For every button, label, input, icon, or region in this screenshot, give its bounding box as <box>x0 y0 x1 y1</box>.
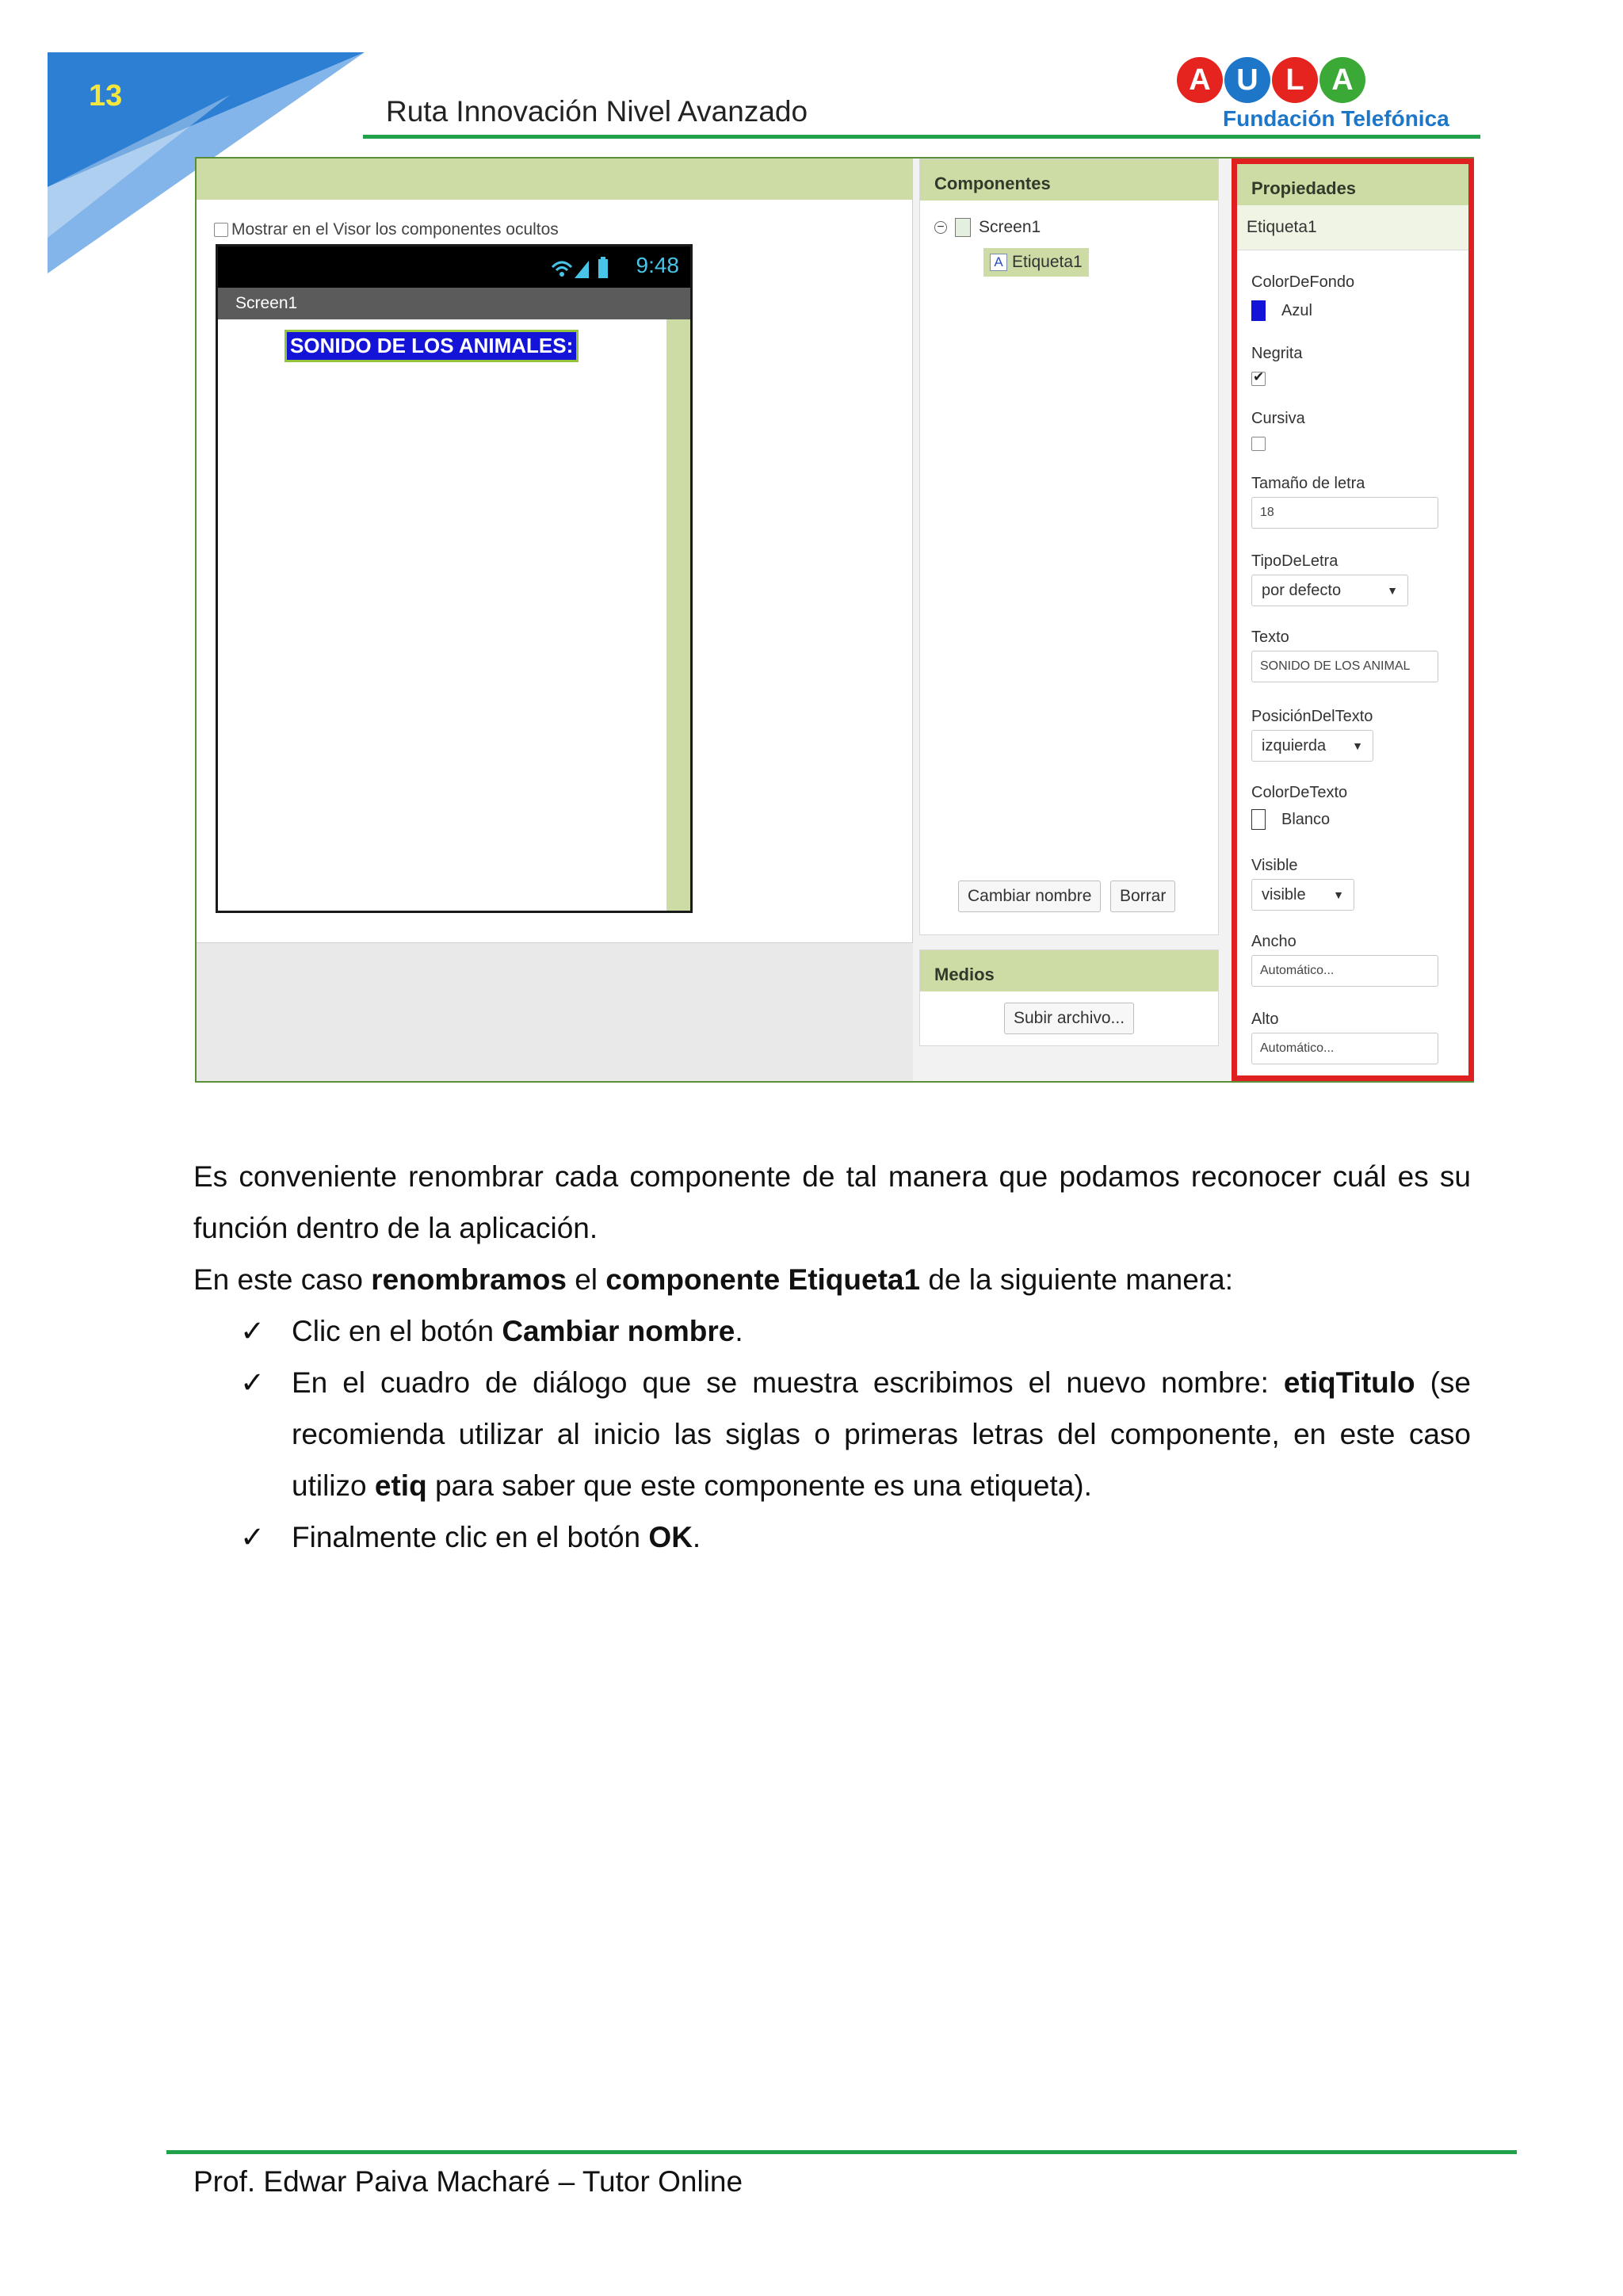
list-item <box>242 1511 1471 1563</box>
prop-fontsize-label: Tamaño de letra <box>1251 475 1365 492</box>
text: para saber que este componente es una etiqueta). <box>426 1469 1092 1502</box>
typeface-value: por defecto <box>1262 581 1342 599</box>
width-input[interactable]: Automático... <box>1251 955 1438 987</box>
components-panel <box>919 159 1219 935</box>
label-component-icon: A <box>990 254 1007 271</box>
text: . <box>692 1521 701 1553</box>
viewer-bottom-area <box>197 943 913 1081</box>
bold-text: OK <box>648 1521 693 1553</box>
phone-preview <box>216 244 693 913</box>
checkbox-icon[interactable] <box>214 223 228 237</box>
align-select[interactable] <box>1251 730 1373 762</box>
list-item-cont: recomienda utilizar al inicio las siglas o primeras letras del componente, en este caso <box>292 1418 1471 1450</box>
logo-letter: A <box>1177 57 1223 103</box>
collapse-icon[interactable]: − <box>934 221 947 234</box>
app-inventor-screenshot <box>195 157 1474 1083</box>
prop-textcolor-value[interactable]: Blanco <box>1281 811 1331 828</box>
bold-text: etiq <box>374 1469 427 1502</box>
align-value: izquierda <box>1262 736 1327 755</box>
textcolor-swatch[interactable] <box>1251 809 1266 830</box>
visible-value: visible <box>1262 885 1306 904</box>
phone-scrollbar <box>666 319 690 911</box>
signal-battery-icon <box>549 256 613 280</box>
viewer-panel <box>197 159 913 943</box>
prop-text-label: Texto <box>1251 628 1289 646</box>
checkbox-label: Mostrar en el Visor los componentes ocultos <box>231 220 559 239</box>
tree-item-screen1[interactable] <box>934 218 1041 237</box>
footer-divider <box>166 2150 1517 2154</box>
prop-bgcolor-value[interactable]: Azul <box>1281 302 1312 319</box>
components-heading: Componentes <box>920 159 1218 201</box>
text: En este caso <box>193 1263 372 1296</box>
prop-width-label: Ancho <box>1251 933 1296 950</box>
fontsize-input[interactable]: 18 <box>1251 497 1438 529</box>
checkmark-icon: ✓ <box>240 1521 265 1553</box>
viewer-toolbar <box>197 159 912 200</box>
screen-title-bar <box>218 288 690 319</box>
text: . <box>735 1315 743 1347</box>
text: Finalmente clic en el botón <box>292 1521 649 1553</box>
prop-textcolor-label: ColorDeTexto <box>1251 784 1348 801</box>
dropdown-arrow-icon: ▼ <box>1333 888 1344 901</box>
rename-button[interactable]: Cambiar nombre <box>958 881 1101 912</box>
paragraph-1-cont: función dentro de la aplicación. <box>193 1212 598 1244</box>
document-title: Ruta Innovación Nivel Avanzado <box>386 95 808 128</box>
selected-component-name: Etiqueta1 <box>1247 218 1317 236</box>
properties-panel <box>1232 159 1474 1081</box>
logo-letter: U <box>1224 57 1270 103</box>
list-item <box>242 1357 1471 1511</box>
status-bar <box>218 246 690 288</box>
prop-height-label: Alto <box>1251 1010 1279 1028</box>
logo-letter: A <box>1319 57 1365 103</box>
bold-text: Cambiar nombre <box>502 1315 735 1347</box>
screen-title: Screen1 <box>235 294 298 312</box>
checkmark-icon: ✓ <box>240 1315 265 1347</box>
properties-heading: Propiedades <box>1237 164 1468 205</box>
height-input[interactable]: Automático... <box>1251 1033 1438 1064</box>
screen-icon <box>955 218 971 237</box>
prop-visible-label: Visible <box>1251 857 1298 874</box>
text: Clic en el botón <box>292 1315 502 1347</box>
prop-align-label: PosiciónDelTexto <box>1251 708 1373 725</box>
selected-component-bar <box>1237 205 1468 250</box>
visible-select[interactable] <box>1251 879 1354 911</box>
page-number: 13 <box>89 79 123 113</box>
bold-checkbox[interactable] <box>1251 372 1266 386</box>
prop-bgcolor-label: ColorDeFondo <box>1251 273 1355 291</box>
aula-logo <box>1177 57 1462 136</box>
prop-bold-label: Negrita <box>1251 345 1303 362</box>
dropdown-arrow-icon: ▼ <box>1387 584 1398 597</box>
label-preview[interactable]: SONIDO DE LOS ANIMALES: <box>285 330 579 362</box>
prop-typeface-label: TipoDeLetra <box>1251 552 1338 570</box>
tree-item-etiqueta1[interactable] <box>983 248 1089 277</box>
checkmark-icon: ✓ <box>240 1366 265 1399</box>
text: En el cuadro de diálogo que se muestra escribimos el nuevo nombre: <box>292 1366 1284 1399</box>
dropdown-arrow-icon: ▼ <box>1352 739 1363 752</box>
media-heading: Medios <box>920 950 1218 991</box>
logo-subtitle: Fundación Telefónica <box>1223 106 1449 131</box>
footer-text: Prof. Edwar Paiva Macharé – Tutor Online <box>193 2165 743 2198</box>
paragraph-1: Es conveniente renombrar cada componente de tal manera que podamos reconocer cuál es su <box>193 1160 1471 1193</box>
italic-checkbox[interactable] <box>1251 437 1266 451</box>
bold-text: renombramos <box>371 1263 567 1296</box>
delete-button[interactable]: Borrar <box>1110 881 1175 912</box>
text: (se <box>1415 1366 1472 1399</box>
text: utilizo <box>292 1469 375 1502</box>
tree-item-label: Etiqueta1 <box>1012 253 1083 271</box>
prop-italic-label: Cursiva <box>1251 410 1305 427</box>
paragraph-2 <box>193 1254 1471 1305</box>
logo-letter: L <box>1272 57 1318 103</box>
text-input[interactable]: SONIDO DE LOS ANIMAL <box>1251 651 1438 682</box>
show-hidden-components[interactable] <box>214 220 559 239</box>
status-time: 9:48 <box>636 253 679 277</box>
bold-text: etiqTitulo <box>1283 1366 1415 1399</box>
bgcolor-swatch[interactable] <box>1251 300 1266 321</box>
list-item <box>242 1305 1471 1357</box>
text: de la siguiente manera: <box>920 1263 1233 1296</box>
tree-item-label: Screen1 <box>979 218 1041 236</box>
upload-file-button[interactable]: Subir archivo... <box>1004 1003 1134 1034</box>
typeface-select[interactable] <box>1251 575 1408 606</box>
bold-text: componente Etiqueta1 <box>605 1263 921 1296</box>
media-panel <box>919 949 1219 1046</box>
text: el <box>566 1263 606 1296</box>
